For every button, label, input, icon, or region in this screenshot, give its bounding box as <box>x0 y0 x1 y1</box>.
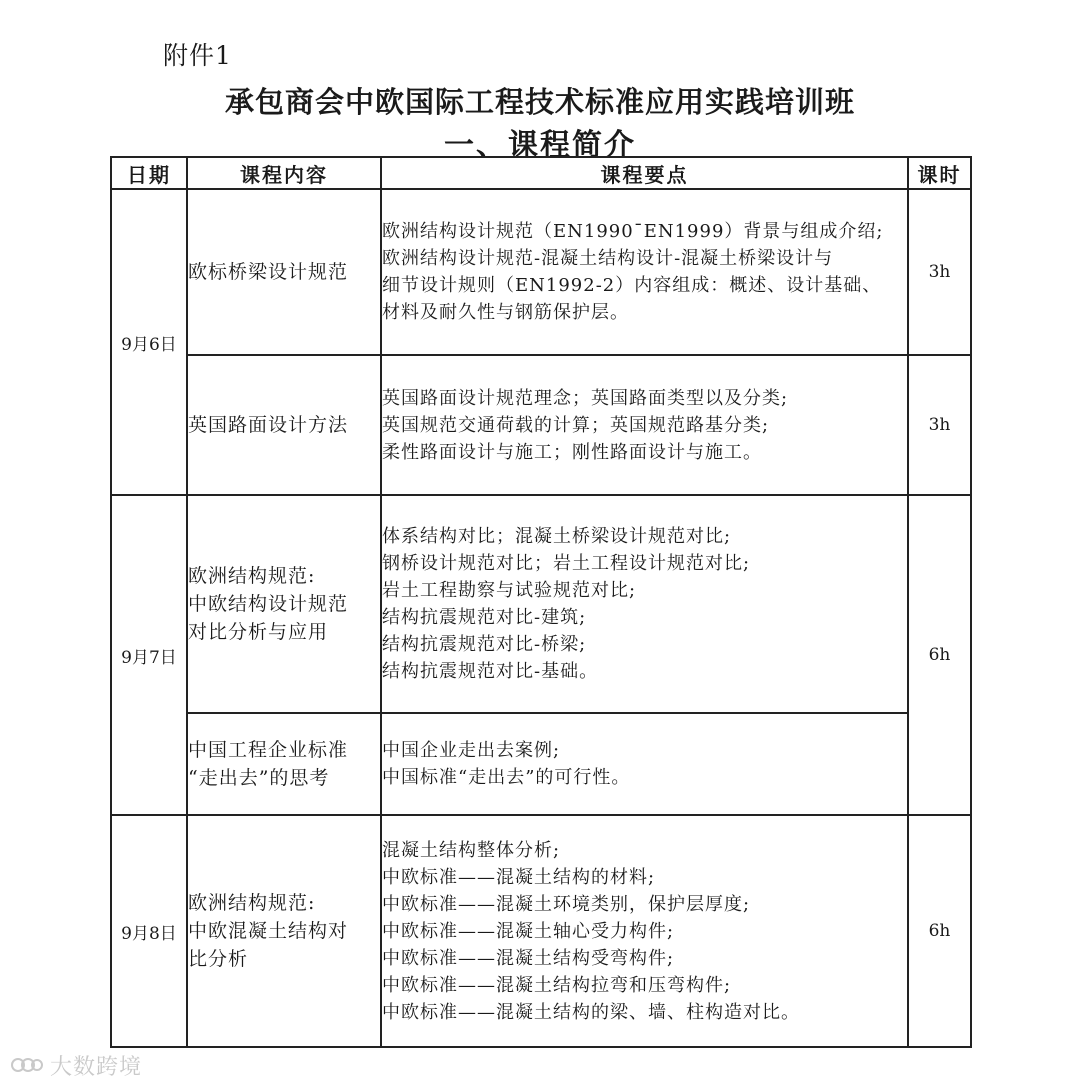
point-line: 柔性路面设计与施工；刚性路面设计与施工。 <box>382 441 762 463</box>
point-line: 中欧标准——混凝土结构受弯构件; <box>382 947 675 969</box>
table-row <box>111 713 971 815</box>
date-cell: 9月8日 <box>111 815 187 1047</box>
topic-cell <box>187 713 381 815</box>
point-line: 英国规范交通荷载的计算；英国规范路基分类; <box>382 414 770 436</box>
topic-line: 欧标桥梁设计规范 <box>188 261 349 283</box>
header-course-content: 课程内容 <box>187 157 381 189</box>
topic-line: 中欧结构设计规范 <box>188 593 349 615</box>
point-line: 混凝土结构整体分析; <box>382 839 561 861</box>
points-cell <box>381 713 908 815</box>
topic-line: 中国工程企业标准 <box>188 739 349 761</box>
point-line: 岩土工程勘察与试验规范对比; <box>382 580 637 601</box>
topic-line: 比分析 <box>188 948 249 970</box>
course-table <box>110 156 972 1048</box>
table-header-row <box>111 157 971 189</box>
date-cell: 9月6日 <box>111 189 187 495</box>
attachment-label: 附件1 <box>163 41 232 70</box>
point-line: 结构抗震规范对比-建筑; <box>382 607 587 628</box>
header-course-points: 课程要点 <box>381 157 908 189</box>
date-cell: 9月7日 <box>111 495 187 815</box>
point-line: 细节设计规则（EN1992-2）内容组成：概述、设计基础、 <box>382 275 882 296</box>
topic-cell <box>187 815 381 1047</box>
point-line: 中国企业走出去案例; <box>382 740 561 761</box>
table-row <box>111 495 971 713</box>
hours-cell: 6h <box>908 815 971 1047</box>
topic-line: 英国路面设计方法 <box>188 414 349 436</box>
table-row <box>111 355 971 495</box>
point-line: 中欧标准——混凝土结构的材料; <box>382 866 656 888</box>
points-cell <box>381 495 908 713</box>
topic-line: 对比分析与应用 <box>188 621 329 643</box>
point-line: 材料及耐久性与钢筋保护层。 <box>382 302 629 323</box>
document-title: 承包商会中欧国际工程技术标准应用实践培训班 <box>224 85 855 119</box>
point-line: 结构抗震规范对比-桥梁; <box>382 634 587 655</box>
point-line: 英国路面设计规范理念；英国路面类型以及分类; <box>382 387 789 409</box>
dashuju-logo-icon <box>10 1054 44 1082</box>
points-cell <box>381 815 908 1047</box>
table-row <box>111 189 971 355</box>
points-cell <box>381 189 908 355</box>
topic-cell <box>187 355 381 495</box>
point-line: 欧洲结构设计规范（EN1990¯EN1999）背景与组成介绍; <box>382 221 884 242</box>
point-line: 结构抗震规范对比-基础。 <box>382 661 599 682</box>
point-line: 中国标准“走出去”的可行性。 <box>382 767 631 788</box>
hours-cell: 3h <box>908 355 971 495</box>
point-line: 中欧标准——混凝土环境类别，保护层厚度; <box>382 893 751 915</box>
header-date: 日期 <box>111 157 187 189</box>
point-line: 中欧标准——混凝土轴心受力构件; <box>382 920 675 942</box>
topic-line: “走出去”的思考 <box>188 767 330 789</box>
points-cell <box>381 355 908 495</box>
point-line: 中欧标准——混凝土结构拉弯和压弯构件; <box>382 974 732 996</box>
section-heading: 一、课程简介 <box>444 128 636 163</box>
topic-cell <box>187 495 381 713</box>
point-line: 欧洲结构设计规范-混凝土结构设计-混凝土桥梁设计与 <box>382 248 834 269</box>
table-row <box>111 815 971 1047</box>
hours-cell: 6h <box>908 495 971 815</box>
topic-cell <box>187 189 381 355</box>
header-hours: 课时 <box>908 157 971 189</box>
topic-line: 欧洲结构规范: <box>188 565 316 587</box>
point-line: 体系结构对比；混凝土桥梁设计规范对比; <box>382 526 732 547</box>
point-line: 钢桥设计规范对比；岩土工程设计规范对比; <box>382 553 751 574</box>
watermark <box>10 1050 142 1082</box>
point-line: 中欧标准——混凝土结构的梁、墙、柱构造对比。 <box>382 1001 800 1023</box>
topic-line: 中欧混凝土结构对 <box>188 920 349 942</box>
hours-cell: 3h <box>908 189 971 355</box>
watermark-text: 大数跨境 <box>50 1055 143 1080</box>
topic-line: 欧洲结构规范: <box>188 892 316 914</box>
